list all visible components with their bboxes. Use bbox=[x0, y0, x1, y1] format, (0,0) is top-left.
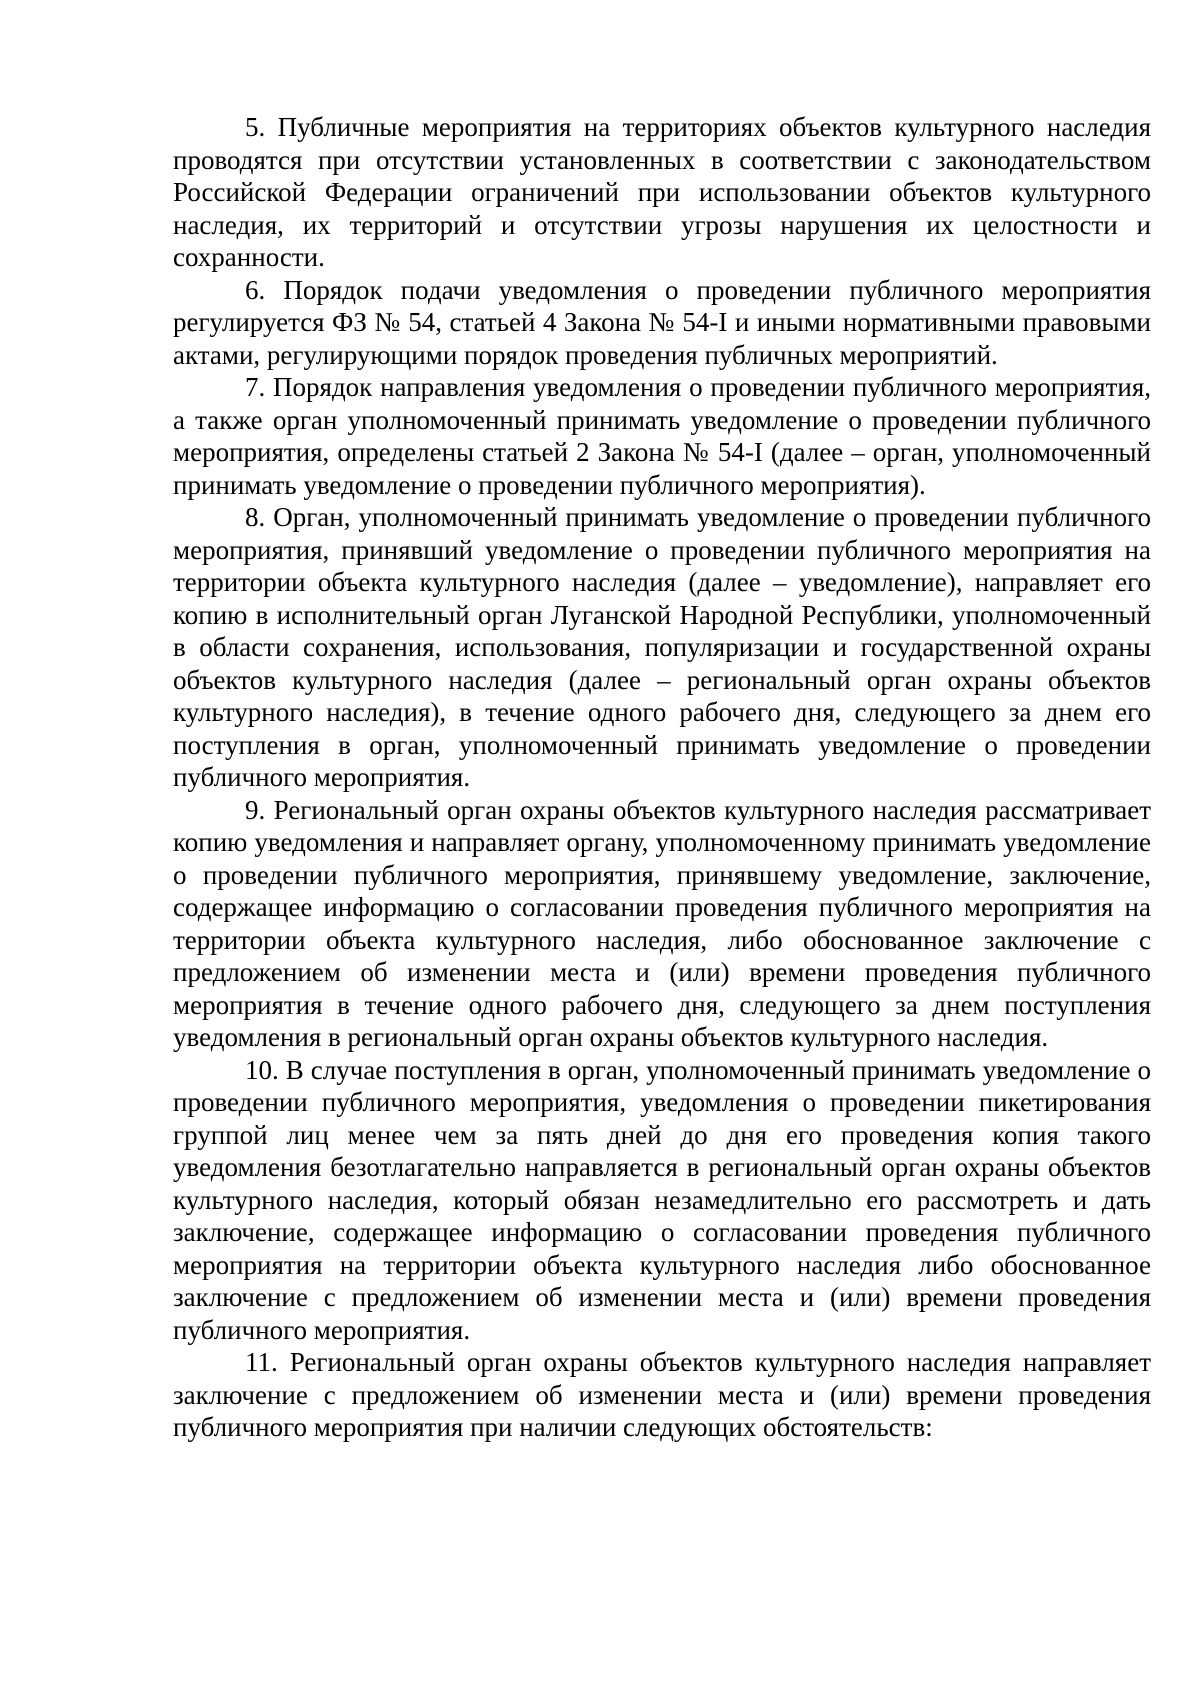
paragraph-7: 7. Порядок направления уведомления о проведении публичного мероприятия, а также орган уполномоченный принимать уведомление о проведении публичного мероприятия, определены статьей 2 Закона № 54-I (далее – орган, уполномоченный принимать уведомление о проведении публичного мероприятия). bbox=[173, 372, 1151, 500]
paragraph-11: 11. Региональный орган охраны объектов культурного наследия направляет заключение с предложением об изменении места и (или) времени проведения публичного мероприятия при наличии следующих обстоятельств: bbox=[173, 1347, 1151, 1442]
document-body bbox=[173, 111, 1151, 1444]
paragraph-5: 5. Публичные мероприятия на территориях объектов культурного наследия проводятся при отсутствии установленных в соответствии с законодательством Российской Федерации ограничений при использовании объектов культурного наследия, их территорий и отсутствии угрозы нарушения их целостности и сохранности. bbox=[173, 112, 1151, 272]
paragraph-10: 10. В случае поступления в орган, уполномоченный принимать уведомление о проведении публичного мероприятия, уведомления о проведении пикетирования группой лиц менее чем за пять дней до дня его проведения копия такого уведомления безотлагательно направляется в региональный орган охраны объектов культурного наследия, который обязан незамедлительно его рассмотреть и дать заключение, содержащее информацию о согласовании проведения публичного мероприятия на территории объекта культурного наследия либо обоснованное заключение с предложением об изменении места и (или) времени проведения публичного мероприятия. bbox=[173, 1054, 1151, 1345]
paragraph-6: 6. Порядок подачи уведомления о проведении публичного мероприятия регулируется ФЗ № 54, статьей 4 Закона № 54-I и иными нормативными правовыми актами, регулирующими порядок проведения публичных мероприятий. bbox=[173, 274, 1151, 370]
paragraph-8: 8. Орган, уполномоченный принимать уведомление о проведении публичного мероприятия, принявший уведомление о проведении публичного мероприятия на территории объекта культурного наследия (далее – уведомление), направляет его копию в исполнительный орган Луганской Народной Республики, уполномоченный в области сохранения, использования, популяризации и государственной охраны объектов культурного наследия (далее – региональный орган охраны объектов культурного наследия), в течение одного рабочего дня, следующего за днем его поступления в орган, уполномоченный принимать уведомление о проведении публичного мероприятия. bbox=[173, 502, 1151, 792]
paragraph-9: 9. Региональный орган охраны объектов культурного наследия рассматривает копию уведомления и направляет органу, уполномоченному принимать уведомление о проведении публичного мероприятия, принявшему уведомление, заключение, содержащее информацию о согласовании проведения публичного мероприятия на территории объекта культурного наследия, либо обоснованное заключение с предложением об изменении места и (или) времени проведения публичного мероприятия в течение одного рабочего дня, следующего за днем поступления уведомления в региональный орган охраны объектов культурного наследия. bbox=[173, 794, 1151, 1052]
